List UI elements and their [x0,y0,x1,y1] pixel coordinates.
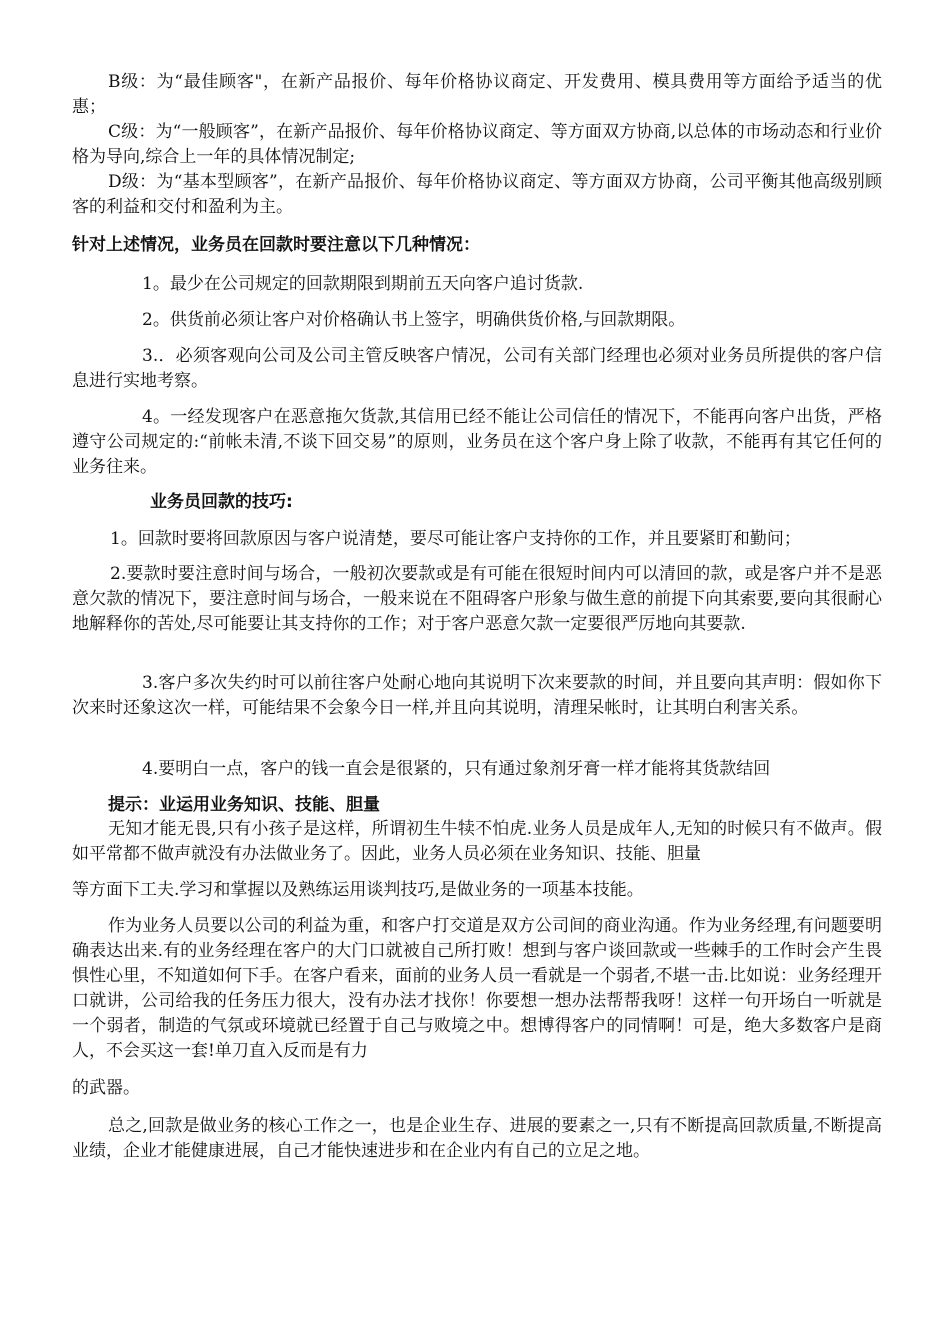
tips-paragraph-1-continued: 等方面下工夫.学习和掌握以及熟练运用谈判技巧,是做业务的一项基本技能。 [72,880,644,900]
skills-heading: 业务员回款的技巧: [150,492,293,512]
tips-paragraph-2-continued: 的武器。 [72,1078,140,1098]
skills-item-2: 2.要款时要注意时间与场合，一般初次要款或是有可能在很短时间内可以清回的款，或是客户并不是恶意欠款的情况下，要注意时间与场合，一般来说在不阻碍客户形象与做生意的前提下向其索要,要向其很耐心地解释你的苦处,尽可能要让其支持你的工作；对于客户恶意欠款一定要很严厉地向其要款. [72,564,882,634]
notes-item-4: 4。一经发现客户在恶意拖欠货款,其信用已经不能让公司信任的情况下，不能再向客户出货，严格遵守公司规定的:“前帐未清,不谈下回交易”的原则，业务员在这个客户身上除了收款，不能再有其它任何的业务往来。 [72,407,882,477]
tips-paragraph-1: 无知才能无畏,只有小孩子是这样，所谓初生牛犊不怕虎.业务人员是成年人,无知的时候只有不做声。假如平常都不做声就没有办法做业务了。因此，业务人员必须在业务知识、技能、胆量 [72,819,882,864]
notes-item-1: 1。最少在公司规定的回款期限到期前五天向客户追讨货款. [142,274,584,294]
skills-item-3: 3.客户多次失约时可以前往客户处耐心地向其说明下次来要款的时间，并且要向其声明：假如你下次来时还象这次一样，可能结果不会象今日一样,并且向其说明，清理呆帐时，让其明白利害关系。 [72,673,882,718]
grade-c-paragraph: C级：为“一般顾客”，在新产品报价、每年价格协议商定、等方面双方协商,以总体的市场动态和行业价格为导向,综合上一年的具体情况制定; [72,122,882,167]
grade-section [72,70,882,220]
grade-b-paragraph: B级：为“最佳顾客"，在新产品报价、每年价格协议商定、开发费用、模具费用等方面给予适当的优惠； [72,72,882,117]
tips-heading: 提示：业运用业务知识、技能、胆量 [108,795,380,815]
conclusion-paragraph: 总之,回款是做业务的核心工作之一，也是企业生存、进展的要素之一,只有不断提高回款质量,不断提高业绩，企业才能健康进展，自己才能快速进步和在企业内有自己的立足之地。 [72,1116,882,1161]
skills-item-4: 4.要明白一点，客户的钱一直会是很紧的，只有通过象剂牙膏一样才能将其货款结回 [142,759,771,779]
notes-item-3: 3.．必须客观向公司及公司主管反映客户情况，公司有关部门经理也必须对业务员所提供的客户信息进行实地考察。 [72,346,882,391]
skills-item-1: 1。回款时要将回款原因与客户说清楚，要尽可能让客户支持你的工作，并且要紧盯和勤问； [110,529,801,549]
grade-d-paragraph: D级：为“基本型顾客”，在新产品报价、每年价格协议商定、等方面双方协商，公司平衡其他高级别顾客的利益和交付和盈利为主。 [72,172,882,217]
tips-paragraph-2: 作为业务人员要以公司的利益为重，和客户打交道是双方公司间的商业沟通。作为业务经理,有问题要明确表达出来.有的业务经理在客户的大门口就被自己所打败！想到与客户谈回款或一些棘手的工作时会产生畏惧性心里，不知道如何下手。在客户看来，面前的业务人员一看就是一个弱者,不堪一击.比如说：业务经理开口就讲，公司给我的任务压力很大，没有办法才找你！你要想一想办法帮帮我呀！这样一句开场白一听就是一个弱者，制造的气氛或环境就已经置于自己与败境之中。想博得客户的同情啊！可是，绝大多数客户是商人，不会买这一套!单刀直入反而是有力 [72,916,882,1061]
notes-item-2: 2。供货前必须让客户对价格确认书上签字，明确供货价格,与回款期限。 [142,310,686,330]
notes-heading: 针对上述情况，业务员在回款时要注意以下几种情况： [72,235,480,255]
